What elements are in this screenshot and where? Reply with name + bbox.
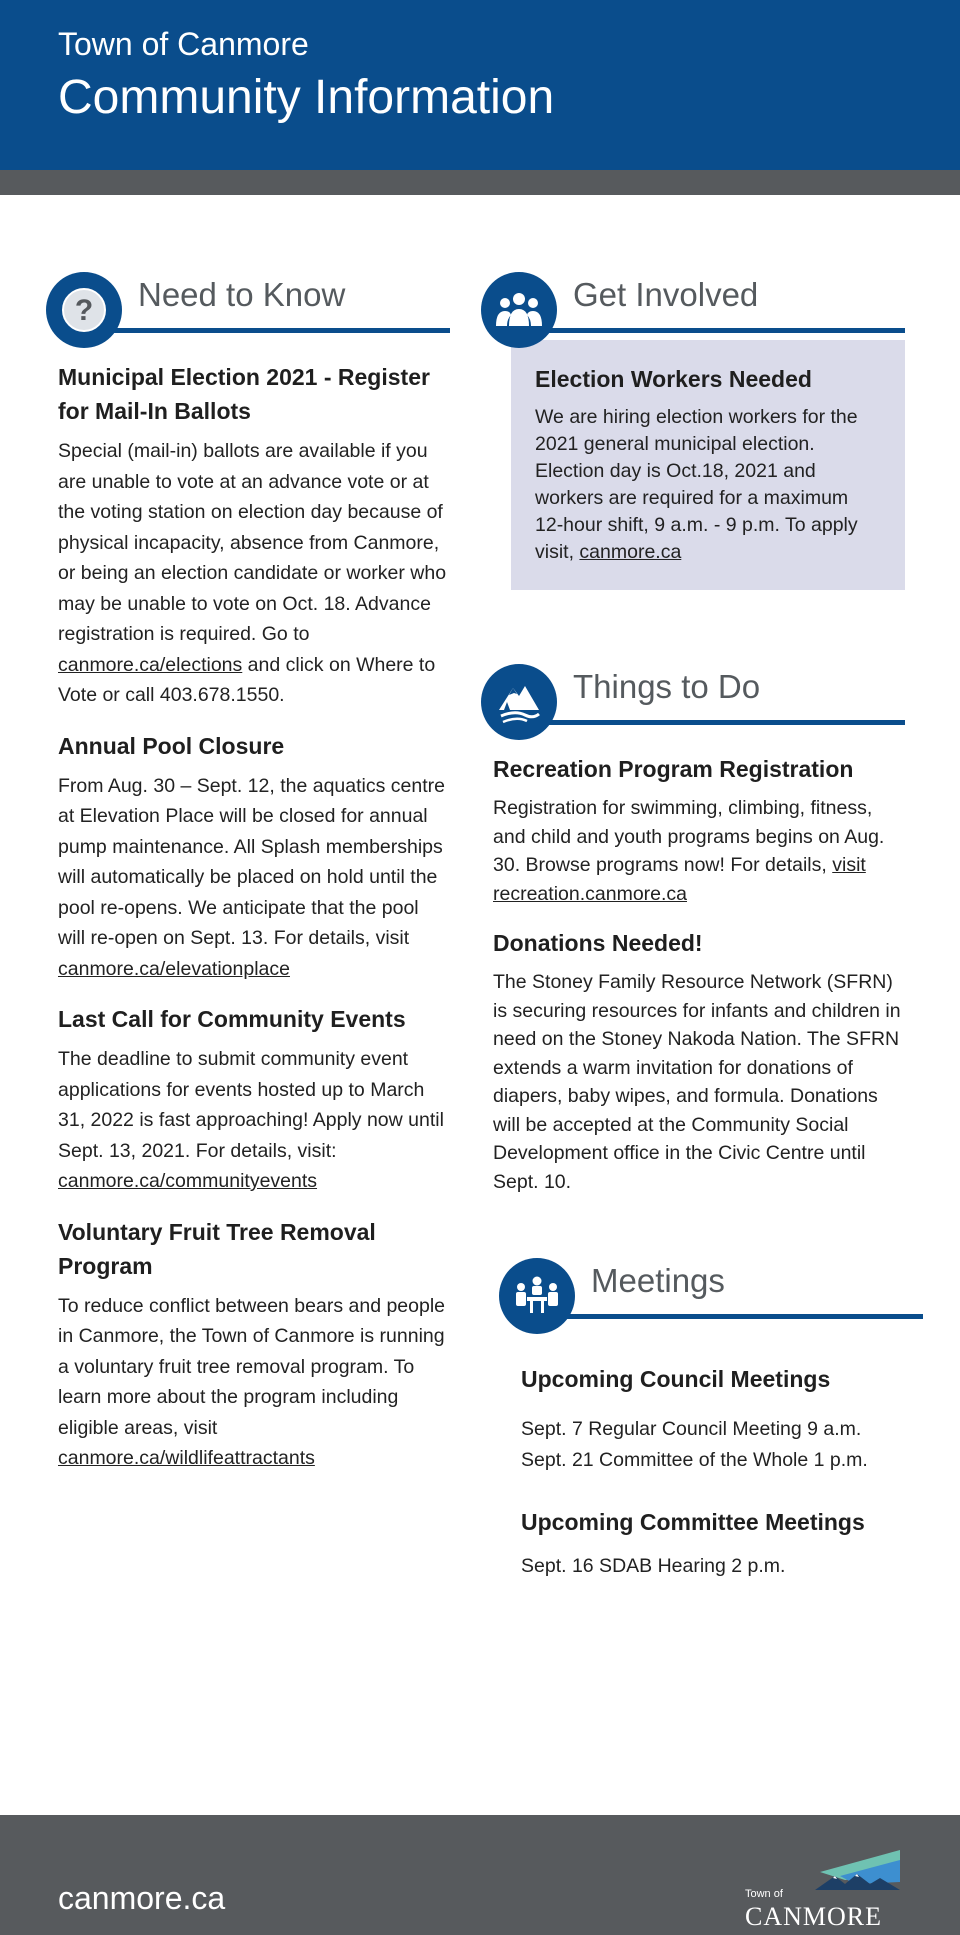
article-text: The deadline to submit community event applications for events hosted up to March 31, 2022 is fast approaching! Apply now until Sept. 13, 2021. For details, visit: [58,1048,444,1162]
article-title: Donations Needed! [493,930,703,956]
meeting-table-icon [499,1258,575,1334]
canmore-link[interactable]: canmore.ca [579,541,682,563]
canmore-logo [745,1850,910,1931]
things-to-do-header [493,662,905,742]
committee-meetings-title: Upcoming Committee Meetings [521,1509,865,1535]
article-pool-closure [58,729,450,985]
article-title: Last Call for Community Events [58,1006,406,1032]
article-text-after: and click on Where to Vote or call 403.678.1550. [58,653,436,706]
get-involved-title: Get Involved [573,276,759,313]
things-to-do-title: Things to Do [573,668,761,705]
people-group-icon [481,272,557,348]
article-body [58,1044,450,1197]
article-text: To reduce conflict between bears and people in Canmore, the Town of Canmore is running a voluntary fruit tree removal program. To learn more about the program including eligible areas, visit [58,1294,446,1439]
logo-big-text: CANMORE [745,1902,883,1931]
article-title: Voluntary Fruit Tree Removal Program [58,1218,376,1279]
meeting-item: Sept. 21 Committee of the Whole 1 p.m. [521,1448,868,1471]
article-text: From Aug. 30 – Sept. 12, the aquatics centre at Elevation Place will be closed for annual pump maintenance. All Splash memberships will automatically be placed on hold until the pool re-opens. We anticipate that the pool will re-open on Sept. 13. For details, visit [58,774,445,949]
logo-small-text: Town of [745,1888,783,1900]
section-rule [98,328,450,333]
article-title: Election Workers Needed [535,366,812,392]
footer-url[interactable]: canmore.ca [58,1880,226,1916]
wildlifeattractants-link[interactable]: canmore.ca/wildlifeattractants [58,1447,315,1469]
section-rule [533,328,905,333]
meetings-title: Meetings [591,1262,725,1299]
article-title: Annual Pool Closure [58,732,285,759]
article-body [58,436,450,711]
election-workers-box [511,340,905,590]
article-recreation [493,752,905,908]
article-donations [493,926,905,1196]
get-involved-header [493,270,905,350]
communityevents-link[interactable]: canmore.ca/communityevents [58,1170,318,1192]
article-body [58,771,450,985]
article-text: We are hiring election workers for the 2021 general municipal election. Election day is Oct.18, 2021 and workers are required for a maximum 12-hour shift, 9 a.m. - 9 p.m. To apply visit, [535,406,858,563]
article-fruit-tree [58,1215,450,1474]
page-title: Community Information [58,71,555,124]
left-column [58,270,450,1492]
need-to-know-title: Need to Know [138,276,346,313]
section-rule [533,720,905,725]
svg-text:?: ? [74,294,94,327]
article-body [493,794,905,908]
town-name: Town of Canmore [58,26,309,62]
elections-link[interactable]: canmore.ca/elections [58,653,243,676]
meetings-content [521,1362,905,1582]
need-to-know-header [58,270,450,350]
article-body [58,1291,450,1474]
question-icon [46,272,122,348]
meeting-item: Sept. 7 Regular Council Meeting 9 a.m. [521,1418,862,1440]
article-text: Registration for swimming, climbing, fitness, and child and youth programs begins on Aug. 30. Browse programs now! For details, [493,797,885,876]
article-election [58,360,450,711]
article-title: Municipal Election 2021 - Register for Mail-In Ballots [58,364,430,424]
meetings-header [511,1256,923,1336]
header-stripe [0,170,960,195]
article-text: Special (mail-in) ballots are available if you are unable to vote at an advance vote or at the voting station on election day because of physical incapacity, absence from Canmore, or being an election candidate or worker who may be unable to vote on Oct. 18. Advance registration is required. Go to [58,440,447,645]
article-community-events [58,1002,450,1197]
right-column [493,270,905,1582]
council-meetings-list [521,1414,905,1475]
recreation-link[interactable]: visit recreation.canmore.ca [493,854,866,905]
mountain-river-icon [481,664,557,740]
section-rule [551,1314,923,1319]
article-body [535,404,881,566]
committee-meetings-list [521,1551,905,1582]
elevationplace-link[interactable]: canmore.ca/elevationplace [58,957,290,980]
article-body: The Stoney Family Resource Network (SFRN) is securing resources for infants and children in need on the Stoney Nakoda Nation. The SFRN extends a warm invitation for donations of diapers, baby wipes, and formula. Donations will be accepted at the Community Social Development office in the Civic Centre until Sept. 10. [493,971,901,1193]
council-meetings-title: Upcoming Council Meetings [521,1366,831,1392]
article-title: Recreation Program Registration [493,756,854,782]
meeting-item: Sept. 16 SDAB Hearing 2 p.m. [521,1555,786,1577]
